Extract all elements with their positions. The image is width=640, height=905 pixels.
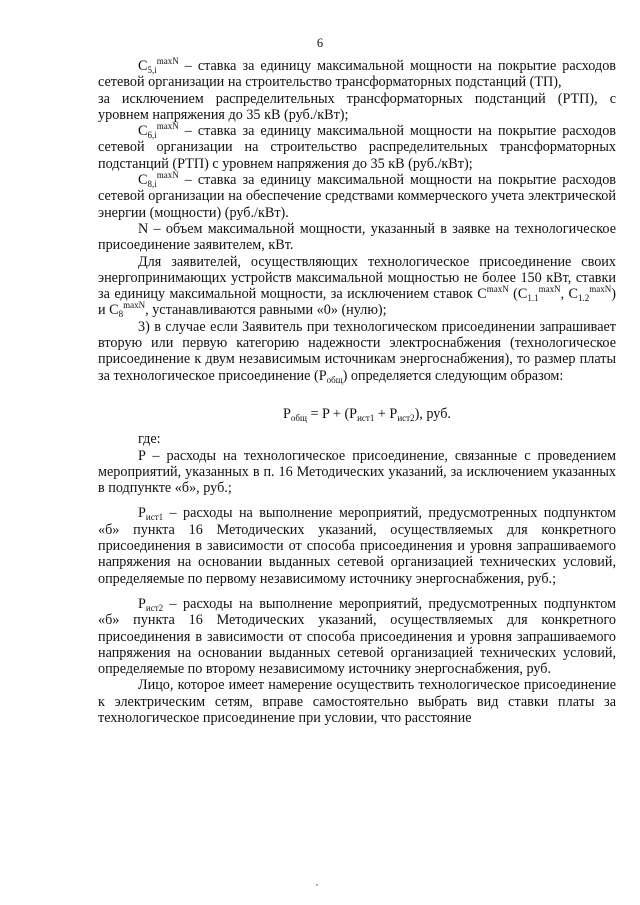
paragraph-p-definition: P – расходы на технологическое присоединение, связанные с проведением мероприятий, указанных в п. 16 Методических указаний, за исключением указанных в подпункте «б», руб.; — [98, 447, 616, 497]
paragraph-pist1-definition: $P_{ист1}$ – расходы на выполнение мероприятий, предусмотренных подпунктом «б» пункта 16 Методических указаний, осуществляемых для конкретного присоединения в зависимости от способа присоединения и уровня запрашиваемого напряжения на основании выданных сетевой организацией технических условий, определяемые по первому независимому источнику энергоснабжения, руб.; — [98, 505, 616, 587]
scan-speck — [316, 884, 318, 886]
paragraph-small-applicants: Для заявителей, осуществляющих технологическое присоединение своих энергопринимающих устройств максимальной мощностью не более 150 кВт, ставки за единицу максимальной мощности, за исключением ставок $C^{maxN}$ ($C_{1.1}^{maxN}$, $C_{1.2}^{maxN}$) и $C_8^{maxN}$, устанавливаются равными «0» (нулю); — [98, 253, 617, 320]
paragraph-n-definition: N – объем максимальной мощности, указанный в заявке на технологическое присоединение заявителем, кВт. — [98, 220, 616, 254]
paragraph-c5-rate: $C_{5,i}^{maxN}$ – ставка за единицу максимальной мощности на покрытие расходов сетевой организации на строительство трансформаторных подстанций (ТП), — [98, 56, 616, 91]
document-body — [98, 58, 616, 726]
paragraph-applicant-choice: Лицо, которое имеет намерение осуществить технологическое присоединение к электрическим сетям, вправе самостоятельно выбрать вид ставки платы за технологическое присоединение при условии, что расстояние — [98, 677, 616, 726]
paragraph-c8-rate: $C_{8,i}^{maxN}$ – ставка за единицу максимальной мощности на покрытие расходов сетевой организации на обеспечение средствами коммерческого учета электрической энергии (мощности) (руб./кВт). — [98, 170, 616, 221]
formula-total-payment: $P_{общ} = P + (P_{ист1} + P_{ист2})$, руб. — [283, 405, 451, 423]
paragraph-pist2-definition: $P_{ист2}$ – расходы на выполнение мероприятий, предусмотренных подпунктом «б» пункта 16 Методических указаний, осуществляемых для конкретного присоединения в зависимости от способа присоединения и уровня запрашиваемого напряжения на основании выданных сетевой организацией технических условий, определяемые по второму независимому источнику энергоснабжения, руб. — [98, 595, 616, 678]
paragraph-c5-rate-continued: за исключением распределительных трансформаторных подстанций (РТП), с уровнем напряжения до 35 кВ (руб./кВт); — [98, 90, 616, 123]
page-number: 6 — [316, 36, 324, 50]
paragraph-item-3: 3) в случае если Заявитель при технологическом присоединении запрашивает вторую или первую категорию надежности электроснабжения (технологическое присоединение к двум независимым источникам энергоснабжения), то размер платы за технологическое присоединение $(P_{общ})$ определяется следующим образом: — [98, 318, 616, 385]
paragraph-c6-rate: $C_{6,i}^{maxN}$ – ставка за единицу максимальной мощности на покрытие расходов сетевой организации на строительство распределительных трансформаторных подстанций (РТП) с уровнем напряжения до 35 кВ (руб./кВт); — [98, 121, 616, 172]
where-label: где: — [138, 431, 161, 448]
